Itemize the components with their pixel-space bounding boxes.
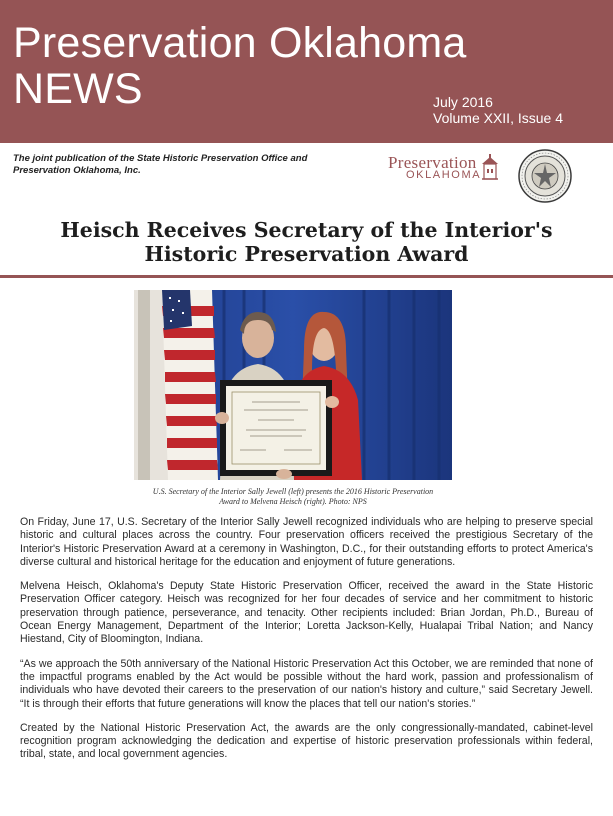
photo-caption: U.S. Secretary of the Interior Sally Jewell (left) presents the 2016 Historic Preservation Award to Melvena Heisch (right). Photo: NPS <box>152 487 434 506</box>
award-photo <box>134 290 452 480</box>
paragraph-1: On Friday, June 17, U.S. Secretary of the Interior Sally Jewell recognized individuals who are helping to preserve special historic and cultural places across the country. Four preservation officers received the prestigious Secretary of the Interior's Historic Preservation Award at a ceremony in Washington, D.C., for their outstanding efforts to protect America's diverse cultural and historical heritage for the education and enjoyment of future generations. <box>20 516 593 568</box>
award-photo-illustration <box>134 290 452 480</box>
title-line-2: NEWS <box>13 65 143 113</box>
title-line-1: Preservation Oklahoma <box>13 19 467 67</box>
logo-word-preservation: Preservation <box>388 153 477 172</box>
state-seal-icon <box>518 149 572 203</box>
newsletter-title <box>13 20 467 112</box>
article-headline: Heisch Receives Secretary of the Interior's Historic Preservation Award <box>60 218 553 266</box>
tagline: The joint publication of the State Historic Preservation Office and Preservation Oklahoma, Inc. <box>13 153 308 176</box>
preservation-oklahoma-logo[interactable] <box>388 153 500 183</box>
issue-date: July 2016 <box>433 94 493 110</box>
issue-volume: Volume XXII, Issue 4 <box>433 110 563 126</box>
paragraph-4: Created by the National Historic Preservation Act, the awards are the only congressionally-mandated, cabinet-level recognition program acknowledging the dedication and expertise of historic preservation professionals within federal, tribal, state, and local government agencies. <box>20 721 593 761</box>
building-icon <box>481 154 499 180</box>
section-divider <box>0 275 613 278</box>
issue-info <box>433 94 563 126</box>
logo-word-oklahoma: OKLAHOMA <box>406 169 482 181</box>
masthead <box>0 0 613 143</box>
article-body <box>20 516 593 773</box>
paragraph-3: “As we approach the 50th anniversary of the National Historic Preservation Act this October, we are reminded that none of the impactful programs enabled by the Act would be possible without the hard work, passion and professionalism of individuals who have devoted their careers to the preservation of our nation's history and culture,” said Secretary Jewell. “It is through their efforts that future generations will know the places that tell our nation's stories.” <box>20 657 593 710</box>
paragraph-2: Melvena Heisch, Oklahoma's Deputy State Historic Preservation Officer, received the award in the State Historic Preservation Officer category. Heisch was recognized for her four decades of service and her commitment to historic preservation through patience, perseverance, and tenacity. Other recipients included: Brian Jordan, Ph.D., Bureau of Ocean Energy Management, Department of the Interior; Loretta Jackson-Kelly, Hualapai Tribal Nation; and Nancy Hiestand, City of Bloomington, Indiana. <box>20 580 593 646</box>
